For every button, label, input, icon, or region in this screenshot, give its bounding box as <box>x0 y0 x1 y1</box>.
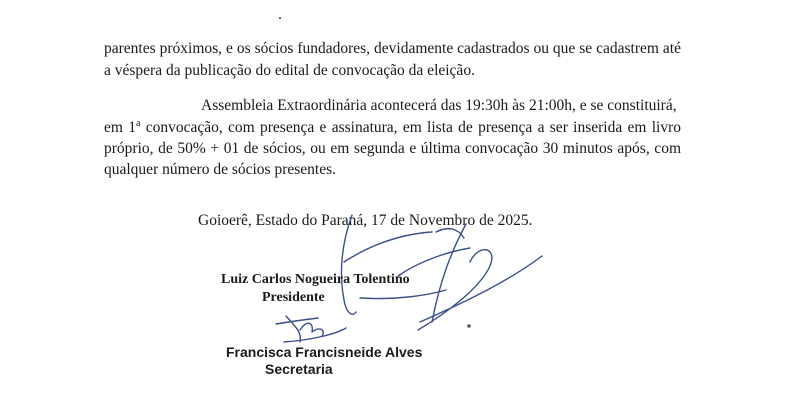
president-name: Luiz Carlos Nogueira Tolentino <box>221 272 410 287</box>
signature-stroke <box>286 316 300 342</box>
signature-stroke <box>300 323 323 336</box>
signature-stroke <box>276 318 318 324</box>
signature-stroke <box>344 232 432 262</box>
paragraph2-line2-pre: em 1 <box>104 119 136 136</box>
paragraph2-line1: Assembleia Extraordinária acontecerá das 19:30h às 21:00h, e se constituirá, <box>201 97 677 114</box>
signature-stroke <box>420 256 542 322</box>
signature-stroke <box>341 215 356 314</box>
place-date: Goioerê, Estado do Paraná, 17 de Novembro de 2025. <box>198 212 533 229</box>
secretary-name: Francisca Francisneide Alves <box>226 344 423 360</box>
paragraph1-line1: parentes próximos, e os sócios fundadores, devidamente cadastrados ou que se cadastrem até <box>104 40 681 57</box>
paragraph2-line2-post: convocação, com presença e assinatura, em lista de presença a ser inserida em livro <box>140 119 681 136</box>
signature-dot <box>467 324 471 328</box>
ordinal-superscript: a <box>135 117 141 129</box>
secretary-role: Secretaria <box>265 361 333 377</box>
paragraph1-line2: a véspera da publicação do edital de convocação da eleição. <box>104 62 475 79</box>
signature-stroke <box>432 224 466 322</box>
paragraph2-line4: qualquer número de sócios presentes. <box>104 161 337 178</box>
signature-stroke <box>360 290 446 299</box>
paragraph2-line3: próprio, de 50% + 01 de sócios, ou em segunda e última convocação 30 minutos após, com <box>104 140 681 157</box>
president-role: Presidente <box>262 290 325 305</box>
